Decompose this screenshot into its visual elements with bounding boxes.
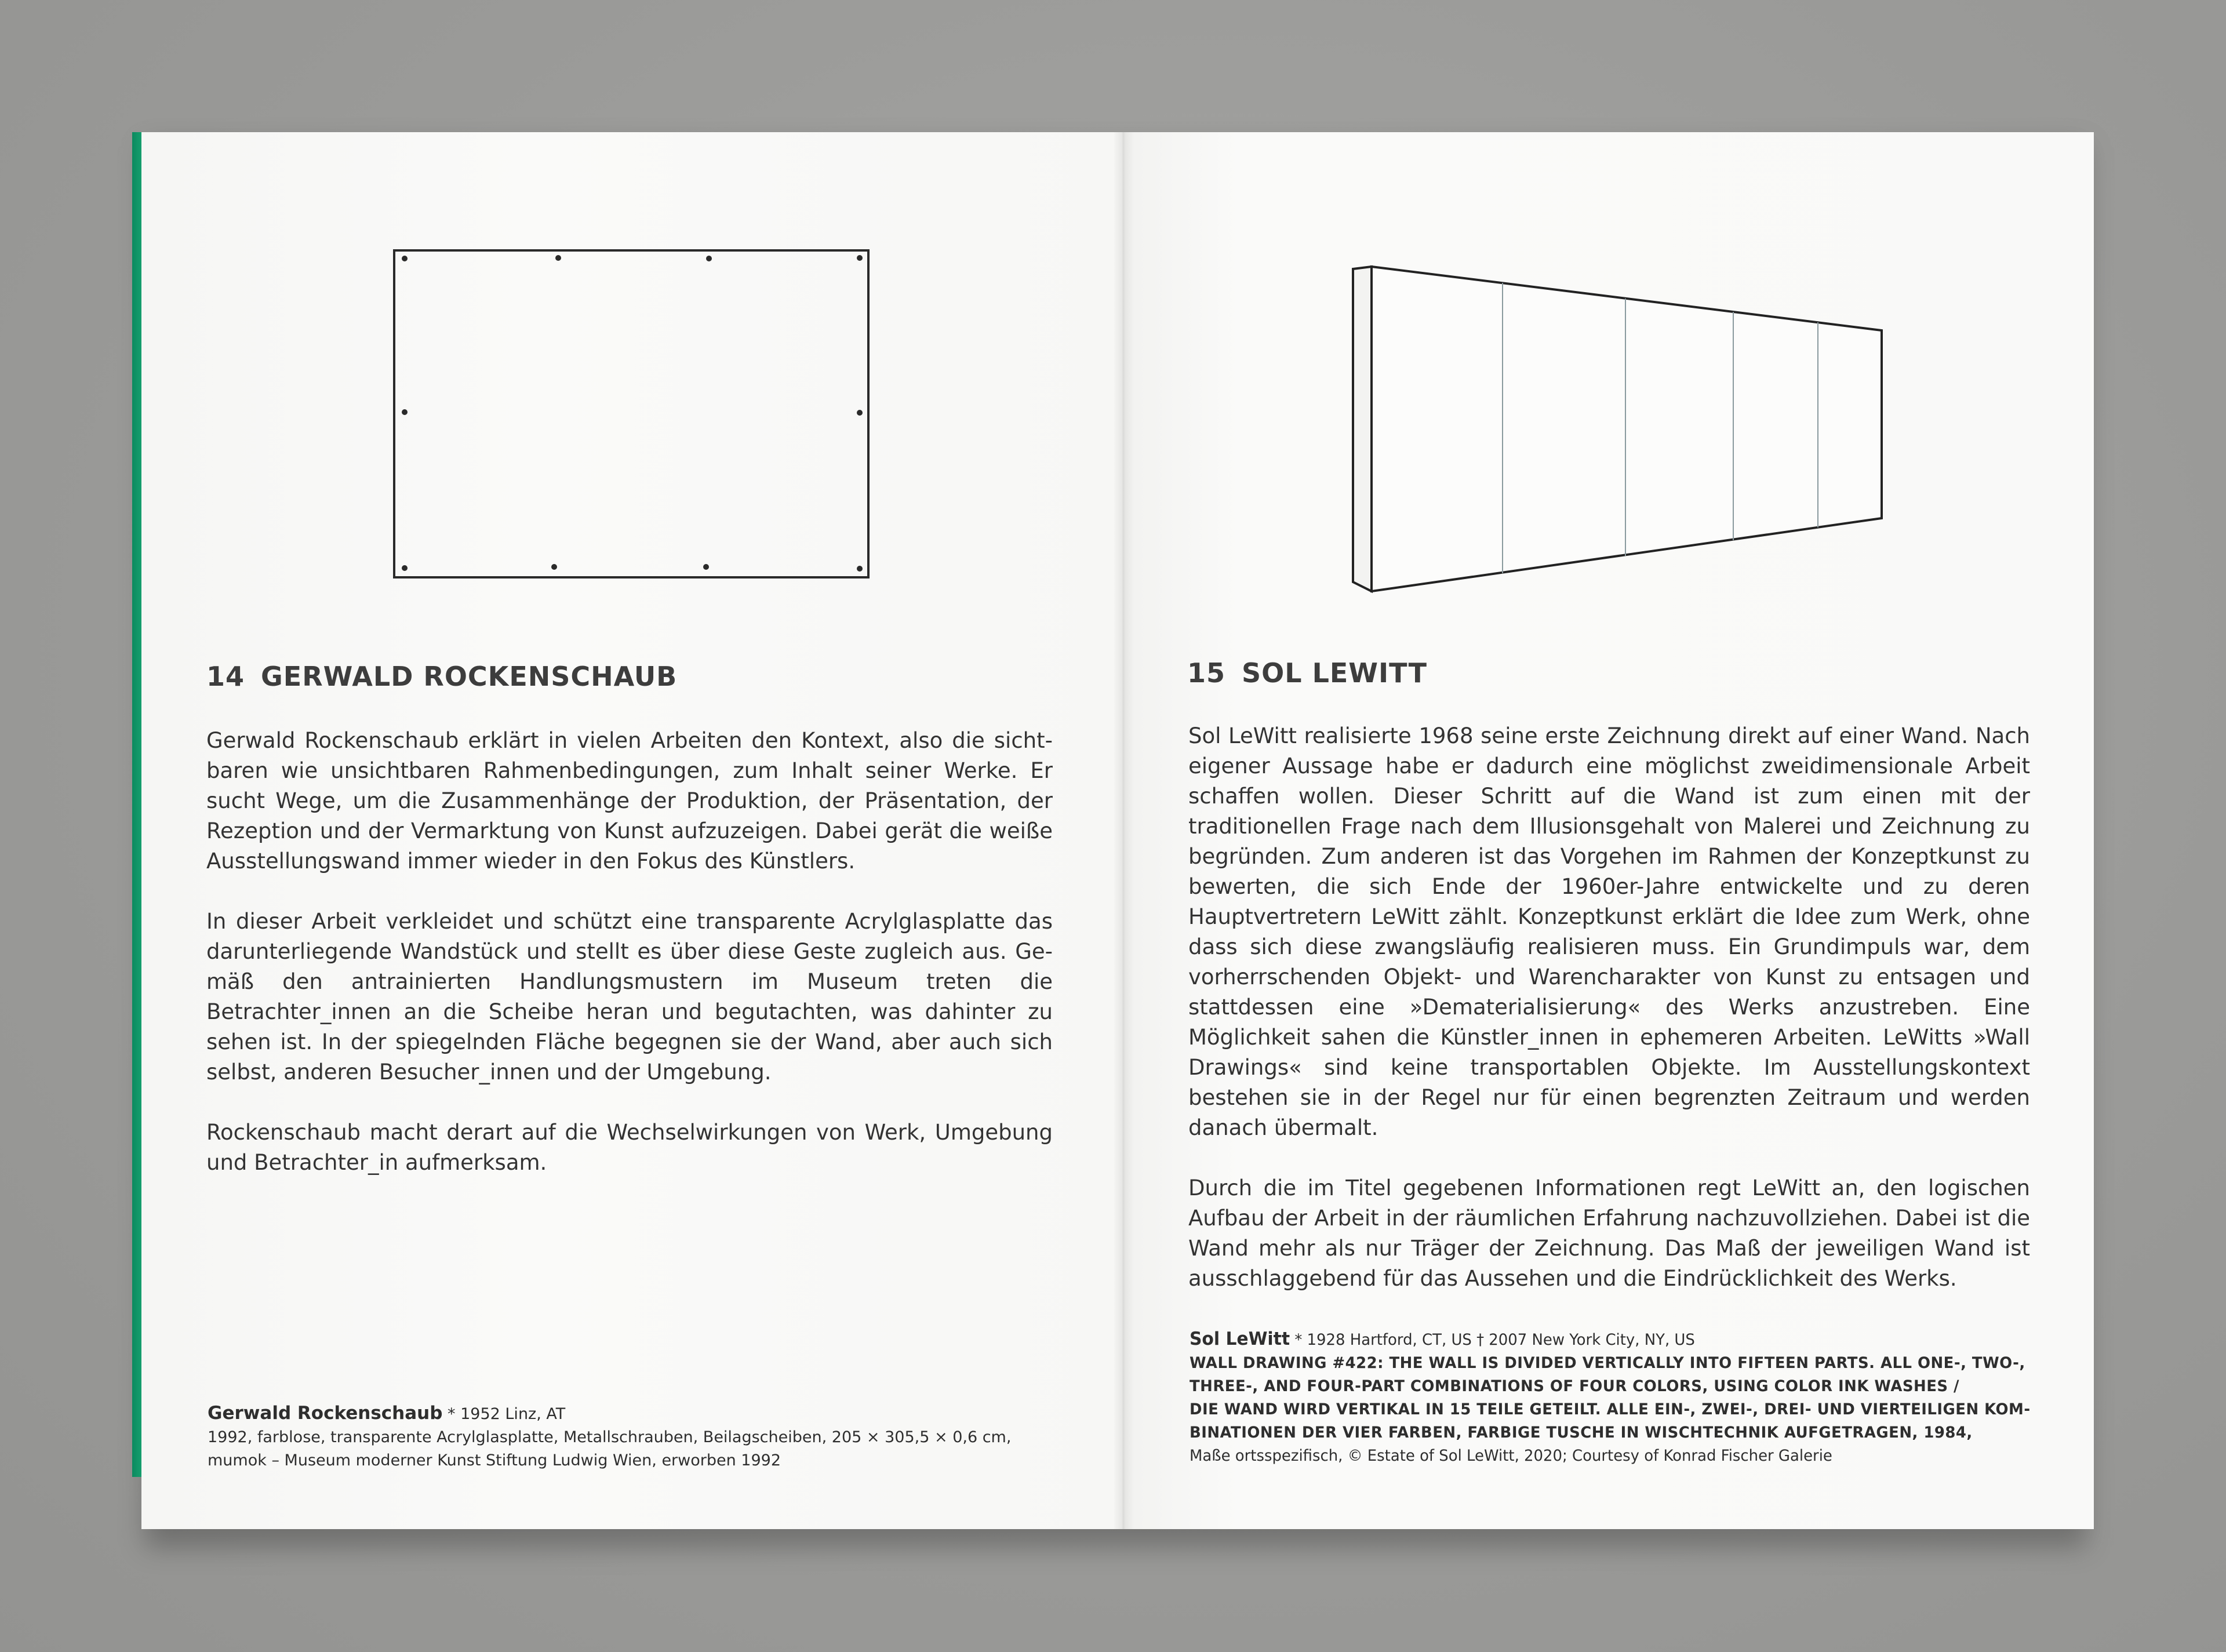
caption-artist: Gerwald Rockenschaub bbox=[208, 1403, 443, 1424]
screw-dot bbox=[703, 564, 709, 570]
section-number: 15 bbox=[1187, 657, 1226, 689]
left-body-text bbox=[206, 726, 1053, 1178]
paragraph: Rockenschaub macht derart auf die Wechselwirkungen von Werk, Umgebung und Betrachter_in aufmerksam. bbox=[206, 1120, 1053, 1175]
section-title-15 bbox=[1187, 657, 1427, 689]
screw-dot bbox=[402, 256, 408, 261]
plate-outline bbox=[394, 250, 868, 577]
screw-dot bbox=[857, 410, 863, 416]
paragraph: Gerwald Rockenschaub erklärt in vielen Arbeiten den Kontext, also die sichtbaren wie unsichtbaren Rahmenbedingungen, zum Inhalt seiner Werke. Er sucht Wege, um die Zusammenhänge der Produktion, der Präsentation, der Rezeption und der Vermarktung von Kunst aufzuzeigen. Dabei gerät die weiße Ausstellungswand immer wieder in den Fokus des Künstlers. bbox=[206, 728, 1053, 874]
left-caption bbox=[208, 1402, 1011, 1472]
wall-perspective-drawing bbox=[1345, 262, 1890, 598]
caption-title-line: THREE-, AND FOUR-PART COMBINATIONS OF FOUR COLORS, USING COLOR INK WASHES / bbox=[1190, 1377, 1959, 1395]
paragraph: Durch die im Titel gegebenen Informationen regt LeWitt an, den logischen Aufbau der Arbeit in der räumlichen Erfahrung nachzuvollziehen. Dabei ist die Wand mehr als nur Träger der Zeichnung. Das Maß der jeweiligen Wand ist ausschlaggebend für das Aussehen und die Eindrücklichkeit des Werks. bbox=[1188, 1176, 2030, 1291]
paragraph: In dieser Arbeit verkleidet und schützt eine transparente Acrylglasplatte das darunterliegende Wandstück und stellt es über diese Geste zugleich aus. Gemäß den antrainierten Handlungsmustern im Museum treten die Betrachter_innen an die Scheibe heran und begutachten, was dahinter zu sehen ist. In der spiegelnden Fläche begegnen sie der Wand, aber auch sich selbst, anderen Besucher_innen und der Umgebung. bbox=[206, 909, 1053, 1085]
right-body-text bbox=[1188, 721, 2030, 1294]
screw-dot bbox=[857, 566, 863, 572]
caption-line: 1992, farblose, transparente Acrylglasplatte, Metallschrauben, Beilagscheiben, 205 × 305,5 × 0,6 cm, bbox=[208, 1428, 1012, 1446]
screw-dot bbox=[402, 409, 408, 415]
right-caption bbox=[1190, 1327, 2065, 1468]
caption-title-line: DIE WAND WIRD VERTIKAL IN 15 TEILE GETEILT. ALLE EIN-, ZWEI-, DREI- UND VIERTEILIGEN KOM- bbox=[1190, 1400, 2031, 1418]
book-gutter bbox=[1113, 132, 1134, 1529]
section-heading: GERWALD ROCKENSCHAUB bbox=[261, 661, 678, 692]
screw-dots bbox=[402, 255, 863, 572]
caption-line: mumok – Museum moderner Kunst Stiftung Ludwig Wien, erworben 1992 bbox=[208, 1451, 781, 1469]
wall-side-face bbox=[1353, 267, 1372, 591]
paragraph: Sol LeWitt realisierte 1968 seine erste Zeichnung direkt auf einer Wand. Nach eigener Aussage habe er dadurch eine möglichst zweidimensionale Arbeit schaffen wollen. Dieser Schritt auf die Wand ist zum einen mit der traditionellen Frage nach dem Illusionsgehalt von Malerei und Zeichnung zu begründen. Zum anderen ist das Vorgehen im Rahmen der Konzeptkunst zu bewerten, die sich Ende der 1960er-Jahre entwickelte und zu deren Hauptvertretern LeWitt zählt. Konzeptkunst erklärt die Idee zum Werk, ohne dass sich diese zwangsläufig realisieren muss. Ein Grundimpuls war, dem vorherrschenden Objekt- und Warencharakter von Kunst zu entsagen und stattdessen eine »Dematerialisierung« des Werks anzustreben. Eine Möglichkeit sahen die Künstler_innen in ephemeren Arbeiten. LeWitts »Wall Drawings« sind keine transportablen Objekte. Im Ausstellungskontext bestehen sie in der Regel nur für einen begrenzten Zeitraum und werden danach übermalt. bbox=[1188, 723, 2030, 1140]
section-title-14 bbox=[206, 661, 677, 692]
caption-bio: * 1928 Hartford, CT, US † 2007 New York City, NY, US bbox=[1294, 1331, 1695, 1349]
acrylic-plate-drawing bbox=[392, 248, 871, 580]
screw-dot bbox=[555, 255, 561, 261]
caption-title-line: WALL DRAWING #422: THE WALL IS DIVIDED VERTICALLY INTO FIFTEEN PARTS. ALL ONE-, TWO-, bbox=[1190, 1354, 2025, 1372]
section-number: 14 bbox=[206, 661, 245, 692]
caption-artist: Sol LeWitt bbox=[1190, 1329, 1290, 1349]
wall-front-face bbox=[1372, 267, 1882, 591]
caption-title-line: BINATIONEN DER VIER FARBEN, FARBIGE TUSCHE IN WISCHTECHNIK AUFGETRAGEN, 1984, bbox=[1190, 1424, 1973, 1442]
caption-line: Maße ortsspezifisch, © Estate of Sol LeWitt, 2020; Courtesy of Konrad Fischer Galerie bbox=[1190, 1447, 1832, 1465]
section-heading: SOL LEWITT bbox=[1242, 657, 1427, 689]
screw-dot bbox=[706, 256, 712, 261]
screw-dot bbox=[857, 255, 863, 261]
screw-dot bbox=[402, 565, 408, 571]
caption-bio: * 1952 Linz, AT bbox=[448, 1405, 566, 1423]
screw-dot bbox=[551, 564, 557, 570]
